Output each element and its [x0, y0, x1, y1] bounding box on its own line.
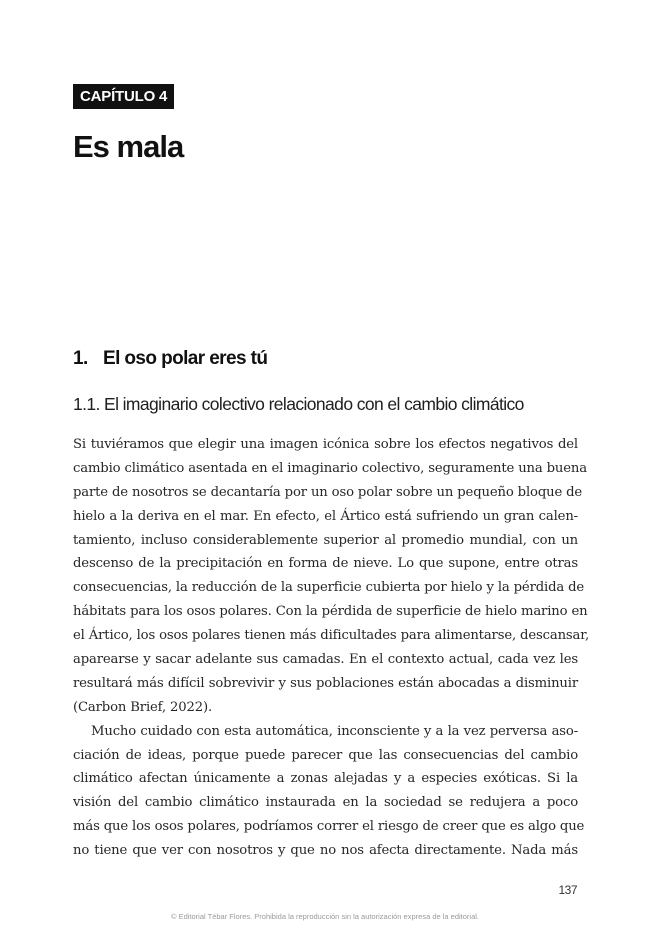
paragraph-line: más que los osos polares, podríamos correr el riesgo de creer que es algo que [73, 819, 585, 835]
subsection-number: 1.1. [73, 394, 100, 414]
section-title: El oso polar eres tú [103, 348, 268, 369]
section-number: 1. [73, 348, 88, 369]
paragraph-line: Si tuviéramos que elegir una imagen icónica sobre los efectos negativos del [73, 437, 578, 452]
paragraph-line: descenso de la precipitación en forma de nieve. Lo que supone, entre otras [73, 556, 578, 572]
paragraph-line: no tiene que ver con nosotros y que no nos afecta directamente. Nada más [73, 843, 578, 859]
body-text [73, 433, 589, 863]
page-number: 137 [558, 883, 577, 897]
paragraph-line: consecuencias, la reducción de la superficie cubierta por hielo y la pérdida de [73, 580, 585, 596]
paragraph-line: resultará más difícil sobrevivir y sus poblaciones están abocadas a disminuir [73, 675, 578, 691]
copyright-footer: © Editorial Tébar Flores. Prohibida la reproducción sin la autorización expresa de la editorial. [170, 912, 480, 921]
subsection-title: El imaginario colectivo relacionado con el cambio climático [104, 394, 524, 414]
paragraph-line: Mucho cuidado con esta automática, inconsciente y a la vez perversa aso- [91, 723, 578, 739]
paragraph-line: ciación de ideas, porque puede parecer que las consecuencias del cambio [73, 747, 578, 763]
paragraph-line: el Ártico, los osos polares tienen más dificultades para alimentarse, descansar, [73, 628, 589, 644]
subsection-heading [73, 390, 524, 418]
paragraph-line: hábitats para los osos polares. Con la pérdida de superficie de hielo marino en [73, 604, 588, 620]
paragraph-line: (Carbon Brief, 2022). [73, 699, 213, 715]
paragraph-line: parte de nosotros se decantaría por un oso polar sobre un pequeño bloque de [73, 484, 583, 500]
paragraph-line: tamiento, incluso considerablemente superior al promedio mundial, con un [73, 532, 578, 548]
section-heading [73, 345, 267, 373]
paragraph-line: visión del cambio climático instaurada en la sociedad se redujera a poco [73, 795, 578, 811]
paragraph-line: aparearse y sacar adelante sus camadas. En el contexto actual, cada vez les [73, 652, 578, 668]
chapter-label: CAPÍTULO 4 [73, 84, 174, 109]
paragraph-line: climático afectan únicamente a zonas alejadas y a especies exóticas. Si la [73, 771, 578, 787]
chapter-title: Es mala [73, 129, 184, 164]
paragraph-line: hielo a la deriva en el mar. En efecto, el Ártico está sufriendo un gran calen- [73, 508, 578, 524]
paragraph-line: cambio climático asentada en el imaginario colectivo, seguramente una buena [73, 460, 587, 476]
